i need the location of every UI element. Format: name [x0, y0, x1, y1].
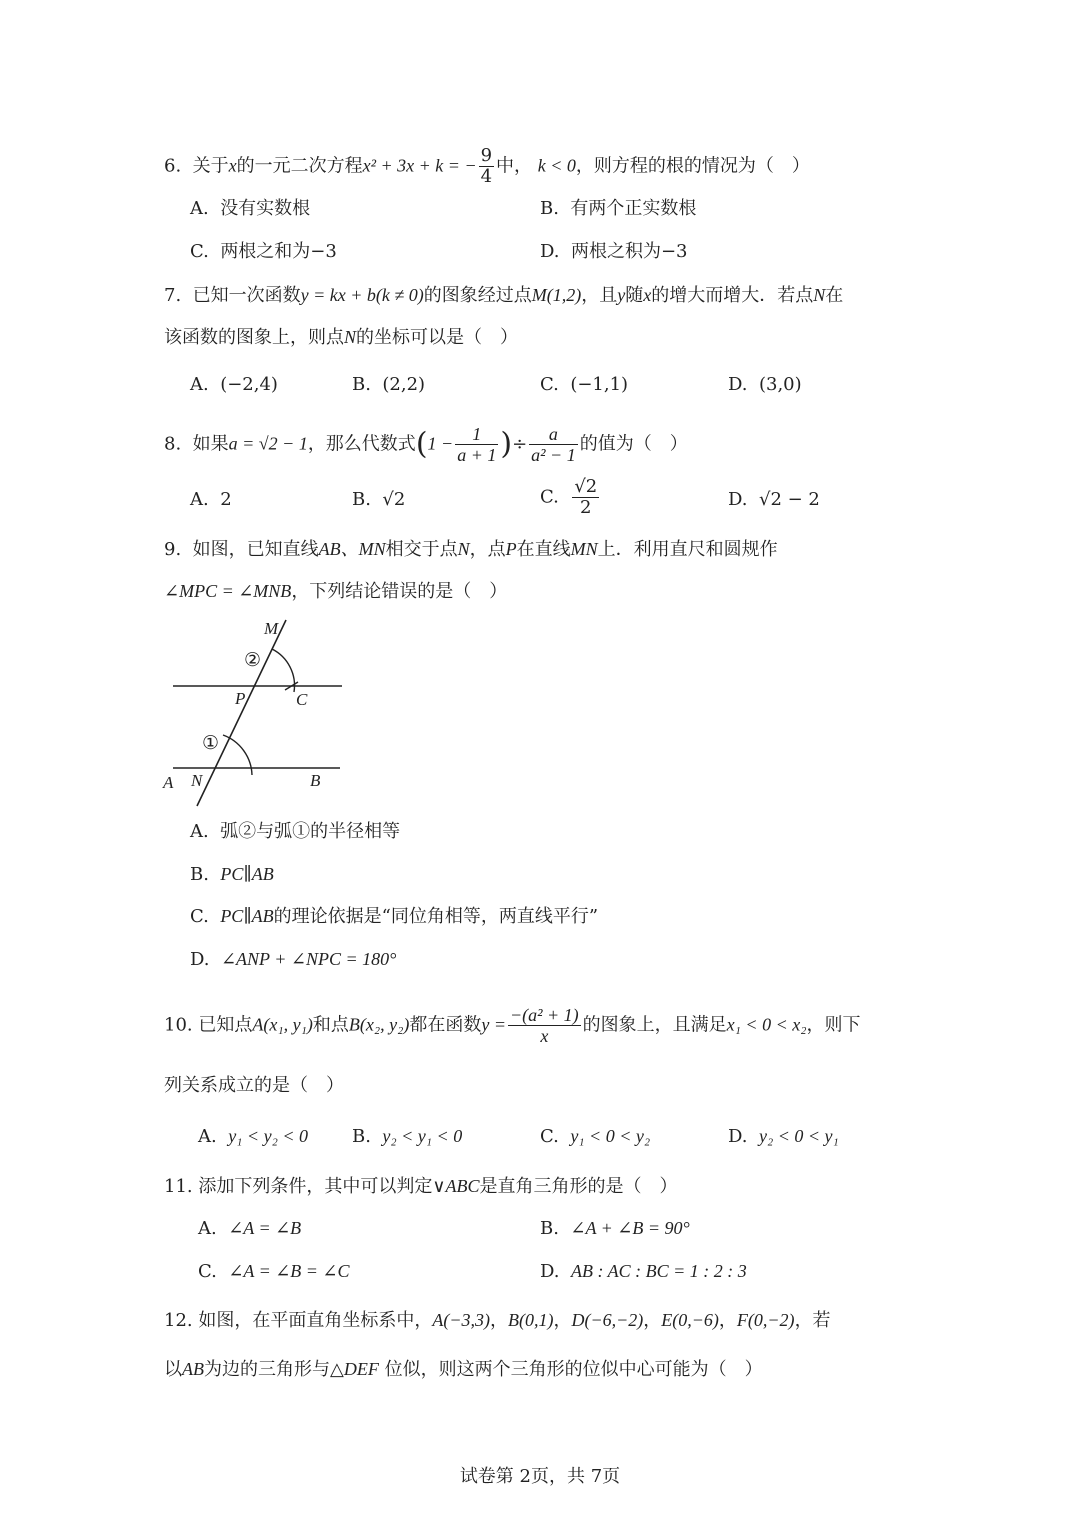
q10-option-c[interactable]: C. y₁ < 0 < y₂ [540, 1126, 651, 1147]
label-c: C [296, 690, 308, 709]
q9-figure [160, 612, 360, 812]
q8-number: 8. [164, 433, 182, 455]
q10-option-b[interactable]: B. y₂ < y₁ < 0 [352, 1126, 463, 1147]
q8-fraction-1: $\frac{1}{a + 1}$ [457, 424, 497, 465]
page-footer: 试卷第 2页，共 7页 [459, 1466, 621, 1487]
q11-number: 11. [164, 1176, 193, 1197]
q11-option-d[interactable]: D. AB : AC : BC = 1 : 2 : 3 [540, 1261, 747, 1282]
q9-option-b[interactable]: B. PC∥AB [190, 864, 274, 885]
label-m: M [264, 619, 279, 638]
q12-number: 12. [164, 1310, 193, 1331]
q6-option-a[interactable]: A. 没有实数根 [190, 198, 311, 219]
q10-fraction: $\frac{\text{−(a² + 1)}}{x}$ [509, 1005, 579, 1046]
q8-option-c[interactable]: C. $\frac{√2}{2}$ [540, 476, 598, 518]
q8-option-c-fraction: $\frac{√2}{2}$ [574, 476, 598, 518]
q10-stem-line1: 10. 已知点A(x₁, y₁)和点B(x₂, y₂)都在函数y = $\frac{\text{−(a² + 1)}}{x}$ 的图象上，且满足x₁ < 0 < x₂，则下 [164, 1005, 861, 1046]
q6-number: 6. [164, 155, 182, 177]
q12-stem-line2: 以AB为边的三角形与△DEF 位似，则这两个三角形的位似中心可能为（ ） [164, 1359, 763, 1380]
q9-option-a[interactable]: A. 弧②与弧①的半径相等 [190, 821, 401, 842]
q10-number: 10. [164, 1014, 193, 1036]
q8-option-b[interactable]: B. √2 [352, 489, 406, 510]
label-p: P [235, 689, 246, 708]
q8-option-d[interactable]: D. √2 − 2 [728, 489, 820, 510]
q7-option-d[interactable]: D. (3,0) [728, 374, 802, 395]
q8-stem: 8. 如果a = √2 − 1，那么代数式(1 − $\frac{1}{a + 1}$ )÷ $\frac{a}{\text{a² − 1}}$ 的值为（ ） [164, 424, 688, 465]
q9-option-d[interactable]: D. ∠ANP + ∠NPC = 180° [190, 949, 397, 970]
q8-option-a[interactable]: A. 2 [190, 489, 232, 510]
q10-option-d[interactable]: D. y₂ < 0 < y₁ [728, 1126, 839, 1147]
q7-stem-line2: 该函数的图象上，则点N的坐标可以是（ ） [164, 327, 519, 348]
q10-option-a[interactable]: A. y₁ < y₂ < 0 [198, 1126, 308, 1147]
q11-option-c[interactable]: C. ∠A = ∠B = ∠C [198, 1261, 350, 1282]
q7-option-c[interactable]: C. (−1,1) [540, 374, 629, 395]
q9-option-c[interactable]: C. PC∥AB的理论依据是“同位角相等，两直线平行” [190, 906, 599, 927]
q8-right-paren: ) [500, 426, 513, 462]
q6-fraction: $\frac{9}{4}$ [480, 145, 493, 187]
q11-stem: 11. 添加下列条件，其中可以判定∨ABC是直角三角形的是（ ） [164, 1176, 678, 1197]
q7-stem-line1: 7. 已知一次函数y = kx + b(k ≠ 0)的图象经过点M(1,2)，且y随x的增大而增大．若点N在 [164, 285, 844, 306]
label-a: A [163, 773, 174, 792]
arc-1-label: ① [202, 733, 220, 754]
q12-stem-line1: 12. 如图，在平面直角坐标系中，A(−3,3)，B(0,1)，D(−6,−2)，E(0,−6)，F(0,−2)，若 [164, 1310, 831, 1331]
q6-stem: 6. 关于x的一元二次方程x² + 3x + k = − $\frac{9}{4}$ 中， k < 0，则方程的根的情况为（ ） [164, 145, 810, 187]
q6-option-d[interactable]: D. 两根之积为−3 [540, 241, 688, 262]
label-b: B [310, 771, 321, 790]
q9-stem-line1: 9. 如图，已知直线AB、MN相交于点N，点P在直线MN上．利用直尺和圆规作 [164, 539, 778, 560]
q7-number: 7. [164, 285, 182, 306]
label-n: N [191, 771, 203, 790]
q8-left-paren: ( [415, 426, 428, 462]
q6-option-c[interactable]: C. 两根之和为−3 [190, 241, 337, 262]
q9-stem-line2: ∠MPC = ∠MNB，下列结论错误的是（ ） [164, 581, 508, 602]
q6-option-b[interactable]: B. 有两个正实数根 [540, 198, 697, 219]
arc-2-label: ② [244, 650, 262, 671]
q6-equation: x² + 3x + k = − [362, 155, 477, 176]
q8-fraction-2: $\frac{a}{\text{a² − 1}}$ [531, 424, 576, 465]
line-mn [197, 620, 286, 806]
q7-option-b[interactable]: B. (2,2) [352, 374, 426, 395]
q11-option-a[interactable]: A. ∠A = ∠B [198, 1218, 302, 1239]
q9-number: 9. [164, 539, 182, 560]
q7-option-a[interactable]: A. (−2,4) [190, 374, 278, 395]
q11-option-b[interactable]: B. ∠A + ∠B = 90° [540, 1218, 690, 1239]
q10-stem-line2: 列关系成立的是（ ） [164, 1075, 344, 1096]
